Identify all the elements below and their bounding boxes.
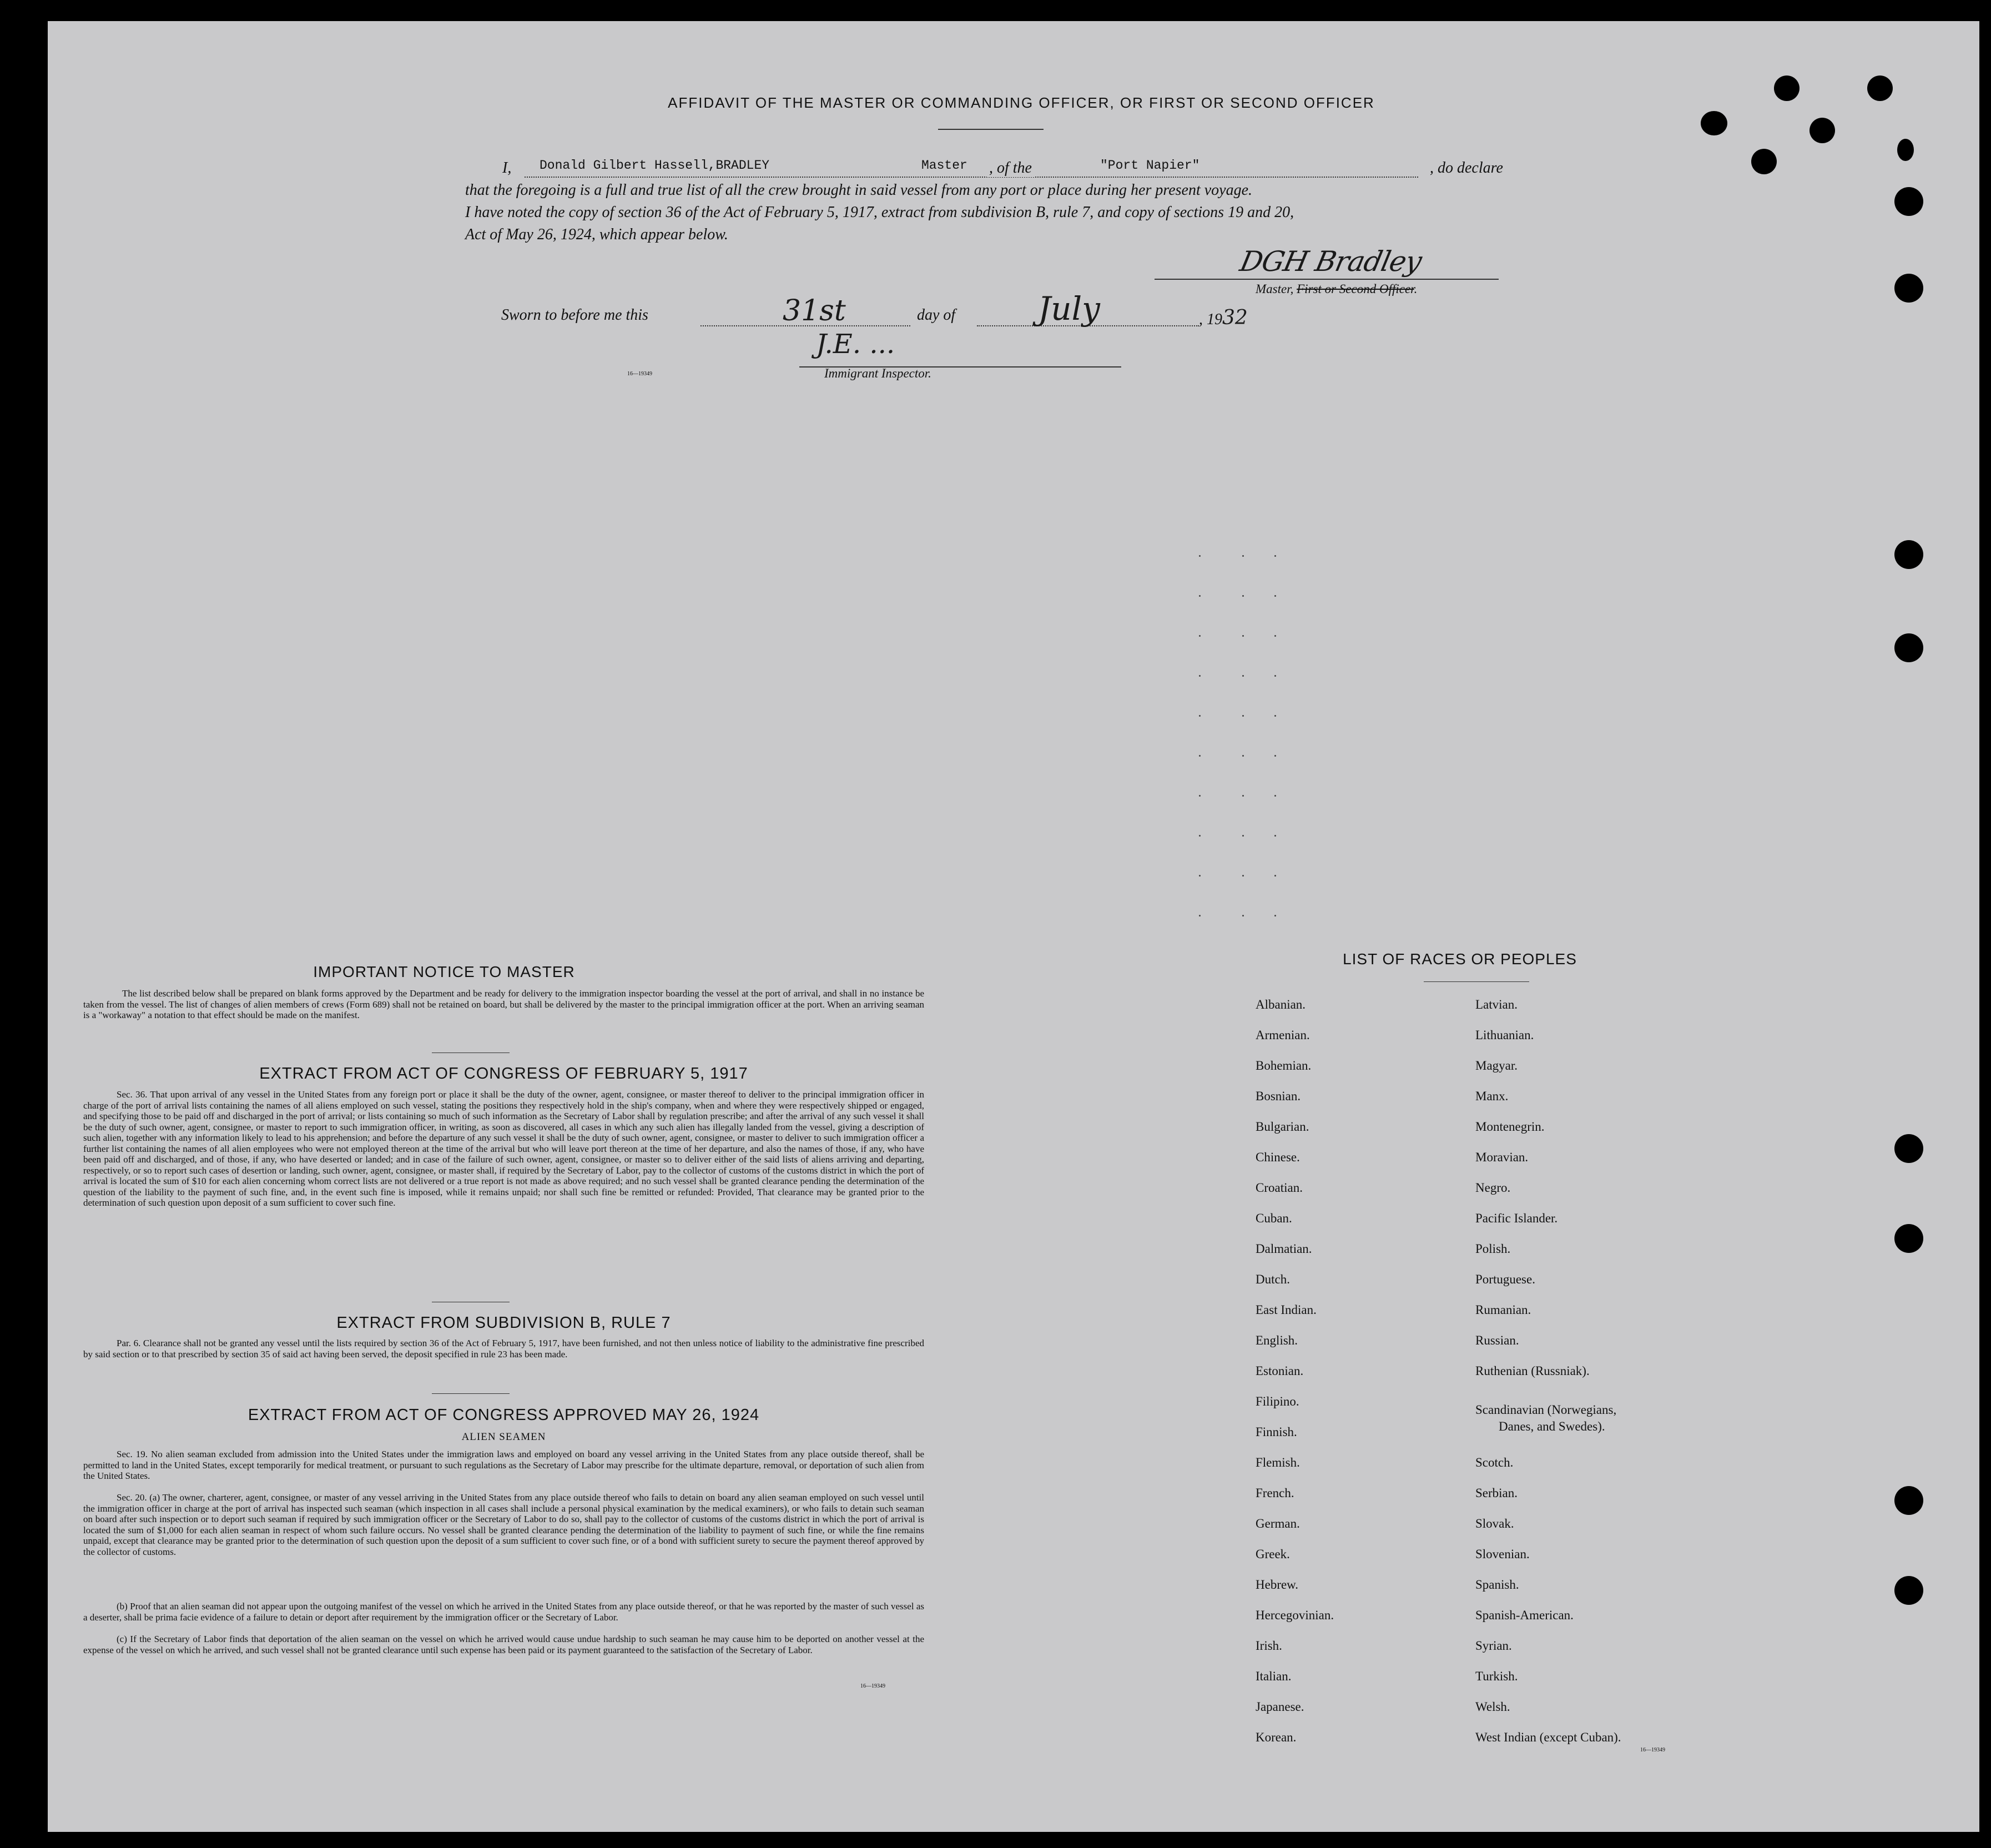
race-item: Finnish.	[1256, 1425, 1297, 1439]
punch-hole	[1894, 274, 1923, 303]
race-item: Polish.	[1475, 1242, 1511, 1256]
race-item: Russian.	[1475, 1333, 1519, 1347]
dot-column	[1274, 555, 1277, 933]
race-item: Moravian.	[1475, 1150, 1529, 1164]
punch-hole	[1809, 118, 1835, 143]
race-item: Manx.	[1475, 1089, 1509, 1103]
race-item: Welsh.	[1475, 1700, 1510, 1714]
signature-label	[1256, 282, 1417, 296]
race-item: Slovenian.	[1475, 1547, 1530, 1561]
race-item: Rumanian.	[1475, 1303, 1531, 1317]
race-item: Flemish.	[1256, 1456, 1300, 1469]
race-item: Dalmatian.	[1256, 1242, 1312, 1256]
race-item: Irish.	[1256, 1639, 1282, 1653]
form-code-top: 16—19349	[627, 371, 652, 377]
race-item: Turkish.	[1475, 1669, 1518, 1683]
punch-hole	[1894, 1486, 1923, 1515]
day-of-label: day of	[917, 306, 956, 324]
race-item: Albanian.	[1256, 998, 1306, 1011]
master-label: Master,	[1256, 282, 1294, 296]
dot-column	[1199, 555, 1201, 933]
punch-hole	[1894, 1224, 1923, 1253]
notice-title: IMPORTANT NOTICE TO MASTER	[313, 963, 575, 980]
affidavit-prefix: I,	[502, 159, 512, 177]
race-item: Scotch.	[1475, 1456, 1514, 1469]
race-item: Japanese.	[1256, 1700, 1304, 1714]
race-item: Filipino.	[1256, 1394, 1299, 1408]
punch-hole	[1894, 540, 1923, 569]
extract-1917-title: EXTRACT FROM ACT OF CONGRESS OF FEBRUARY 5, 1917	[259, 1065, 748, 1082]
sec20a-body: Sec. 20. (a) The owner, charterer, agent, consignee, or master of any vessel arriving in the United States from any place outside thereof who fails to detain on board any alien seaman employed on such vessel until the immigration officer in charge at the port of arrival has inspected such seaman (which inspection in all cases shall include a personal physical examination by the medical examiners), or who fails to detain such seaman on board after such inspection or to deport such seaman if required by such immigration officer or the Secretary of Labor to do so, shall pay to the collector of customs of the customs district in which the port of arrival is located the sum of $1,000 for each alien seaman in respect of whom such failure occurs. No vessel shall be granted clearance pending the determination of the liability to payment of such fine, or while the fine remains unpaid, except that clearance may be granted prior to the determination of such question upon the deposit of a sum sufficient to cover such fine, or of a bond with sufficient surety to secure the payment thereof approved by the collector of customs.	[83, 1492, 924, 1557]
year-prefix-text: , 19	[1199, 311, 1222, 328]
master-signature: DGH Bradley	[1237, 245, 1424, 278]
extract-1917-body: Sec. 36. That upon arrival of any vessel in the United States from any foreign port or place it shall be the duty of the owner, agent, consignee, or master thereof to deliver to the principal immigration officer in charge of the port of arrival lists containing the names of all aliens employed on such vessel, stating the positions they respectively hold in the ship's company, when and where they were respectively shipped or engaged, and specifying those to be paid off and discharged in the port of arrival; or lists containing so much of such information as the Secretary of Labor shall by regulation prescribe; and after the arrival of any such vessel it shall be the duty of such owner, agent, consignee, or master to report to such immigration officer, in writing, as soon as discovered, all cases in which any such alien has illegally landed from the vessel, giving a description of such alien, together with any information likely to lead to his apprehension; and before the departure of any such vessel it shall be the duty of such owner, agent, consignee, or master to deliver to such immigration officer a further list containing the names of all alien employees who were not employed thereon at the time of the arrival but who will leave port thereon at the time of her departure, and also the names of those, if any, who have been paid off and discharged, and of those, if any, who have deserted or landed; and in case of the failure of such owner, agent, consignee, or master so to deliver either of the said lists of aliens arriving and departing, respectively, or so to report such cases of desertion or landing, such owner, agent, consignee, or master shall, if required by the Secretary of Labor, pay to the collector of customs of the customs district in which the port of arrival is located the sum of $10 for each alien concerning whom correct lists are not delivered or a true report is not made as above required; and no such vessel shall be granted clearance pending the determination of the question of the liability to the payment of such fine, and, in the event such fine is imposed, while it remains unpaid; nor shall such fine be remitted or refunded: Provided, That clearance may be granted prior to the determination of such question upon deposit of a sum sufficient to cover such fine.	[83, 1089, 924, 1208]
title-rule	[938, 129, 1044, 130]
punch-hole	[1894, 1576, 1923, 1605]
form-code-right: 16—19349	[1640, 1747, 1665, 1753]
master-name: Donald Gilbert Hassell,BRADLEY	[540, 158, 770, 173]
punch-hole	[1701, 111, 1727, 135]
punch-hole	[1894, 1134, 1923, 1163]
struck-label: First or Second Officer	[1297, 282, 1414, 296]
inspector-label: Immigrant Inspector.	[824, 366, 931, 380]
sworn-year: 32	[1222, 306, 1248, 329]
declaration-line-3: I have noted the copy of section 36 of the Act of February 5, 1917, extract from subdivision B, rule 7, and copy of sections 19 and 20,	[465, 204, 1294, 221]
race-item: Greek.	[1256, 1547, 1290, 1561]
notice-body: The list described below shall be prepared on blank forms approved by the Department and be ready for delivery to the immigration inspector boarding the vessel at the port of arrival, and shall in no instance be taken from the vessel. The list of changes of alien members of crews (Form 689) shall not be retained on board, but shall be delivered by the master to the principal immigration officer at the port. When an arriving seaman is a "workaway" a notation to that effect should be made on the manifest.	[83, 988, 924, 1020]
divider	[432, 1393, 510, 1394]
rule7-title: EXTRACT FROM SUBDIVISION B, RULE 7	[336, 1314, 671, 1332]
race-item: German.	[1256, 1517, 1300, 1530]
race-item: Hercegovinian.	[1256, 1608, 1334, 1622]
vessel-name: "Port Napier"	[1100, 158, 1200, 173]
race-item: Italian.	[1256, 1669, 1292, 1683]
race-item: East Indian.	[1256, 1303, 1317, 1317]
race-item: West Indian (except Cuban).	[1475, 1730, 1621, 1744]
punch-hole	[1894, 187, 1923, 216]
declaration-line-4: Act of May 26, 1924, which appear below.	[465, 226, 728, 243]
race-item: Hebrew.	[1256, 1578, 1299, 1592]
race-item: Pacific Islander.	[1475, 1211, 1558, 1225]
master-rank: Master	[921, 158, 967, 173]
punch-hole	[1774, 75, 1800, 101]
declaration-line-2: that the foregoing is a full and true list of all the crew brought in said vessel from any port or place during her present voyage.	[465, 182, 1253, 199]
form-page	[48, 21, 1979, 1832]
race-item: Bohemian.	[1256, 1059, 1312, 1072]
race-item: Portuguese.	[1475, 1272, 1535, 1286]
race-item: Estonian.	[1256, 1364, 1304, 1378]
punch-hole	[1867, 75, 1893, 101]
inspector-signature: J.E. ...	[816, 329, 895, 360]
race-item: Latvian.	[1475, 998, 1518, 1011]
rule7-body: Par. 6. Clearance shall not be granted any vessel until the lists required by section 36 of the Act of February 5, 1917, have been furnished, and not then unless notice of liability to the administrative fine prescribed by said section or to that prescribed by section 35 of said act having been served, the deposit specified in rule 23 has been made.	[83, 1338, 924, 1359]
race-item: Danes, and Swedes).	[1499, 1419, 1605, 1433]
race-item: Slovak.	[1475, 1517, 1514, 1530]
affidavit-title: AFFIDAVIT OF THE MASTER OR COMMANDING OFFICER, OR FIRST OR SECOND OFFICER	[668, 94, 1375, 111]
race-item: Cuban.	[1256, 1211, 1292, 1225]
race-item: Dutch.	[1256, 1272, 1290, 1286]
races-title-rule	[1424, 981, 1529, 982]
race-item: Syrian.	[1475, 1639, 1512, 1653]
sec20c-body: (c) If the Secretary of Labor finds that deportation of the alien seaman on the vessel on which he arrived would cause undue hardship to such seaman he may cause him to be deported on another vessel at the expense of the vessel on which he arrived, and such vessel shall not be granted clearance until such expense has been paid or its payment guaranteed to the satisfaction of the Secretary of Labor.	[83, 1634, 924, 1655]
race-item: French.	[1256, 1486, 1294, 1500]
year-prefix	[1199, 306, 1248, 329]
race-item: Lithuanian.	[1475, 1028, 1534, 1042]
sworn-label: Sworn to before me this	[501, 306, 648, 324]
race-item: Montenegrin.	[1475, 1120, 1545, 1134]
dot-column	[1242, 555, 1244, 933]
race-item: Ruthenian (Russniak).	[1475, 1364, 1590, 1378]
extract-1924-title: EXTRACT FROM ACT OF CONGRESS APPROVED MAY 26, 1924	[248, 1406, 760, 1424]
race-item: Magyar.	[1475, 1059, 1518, 1072]
races-title: LIST OF RACES OR PEOPLES	[1343, 950, 1577, 968]
sec20b-body: (b) Proof that an alien seaman did not appear upon the outgoing manifest of the vessel on which he arrived in the United States from any place outside thereof, or that he was reported by the master of such vessel as a deserter, shall be prima facie evidence of a failure to detain or deport after requirement by the immigration officer or the Secretary of Labor.	[83, 1601, 924, 1623]
sec19-body: Sec. 19. No alien seaman excluded from admission into the United States under the immigration laws and employed on board any vessel arriving in the United States from any place outside thereof, shall be permitted to land in the United States, except temporarily for medical treatment, or pursuant to such regulations as the Secretary of Labor may prescribe for the ultimate departure, removal, or deportation of such alien from the United States.	[83, 1449, 924, 1481]
race-item: Serbian.	[1475, 1486, 1518, 1500]
label-end: .	[1414, 282, 1418, 296]
punch-hole	[1894, 633, 1923, 662]
race-item: Armenian.	[1256, 1028, 1310, 1042]
race-item: Bulgarian.	[1256, 1120, 1309, 1134]
race-item: Bosnian.	[1256, 1089, 1301, 1103]
race-item: English.	[1256, 1333, 1298, 1347]
name-line	[525, 177, 1418, 178]
race-item: Spanish.	[1475, 1578, 1519, 1592]
race-item: Spanish-American.	[1475, 1608, 1574, 1622]
signature-line	[1155, 279, 1499, 280]
sworn-day: 31st	[783, 294, 846, 328]
race-item: Negro.	[1475, 1181, 1511, 1195]
do-declare-label: , do declare	[1430, 159, 1503, 177]
sworn-month: July	[1038, 290, 1100, 328]
punch-hole	[1897, 139, 1914, 161]
race-item: Korean.	[1256, 1730, 1297, 1744]
race-item: Chinese.	[1256, 1150, 1300, 1164]
of-the-label: , of the	[987, 159, 1034, 177]
race-item: Scandinavian (Norwegians,	[1475, 1403, 1617, 1417]
race-item: Croatian.	[1256, 1181, 1303, 1195]
form-code-left: 16—19349	[860, 1683, 885, 1689]
alien-seamen-subtitle: ALIEN SEAMEN	[461, 1431, 546, 1443]
punch-hole	[1751, 149, 1777, 174]
